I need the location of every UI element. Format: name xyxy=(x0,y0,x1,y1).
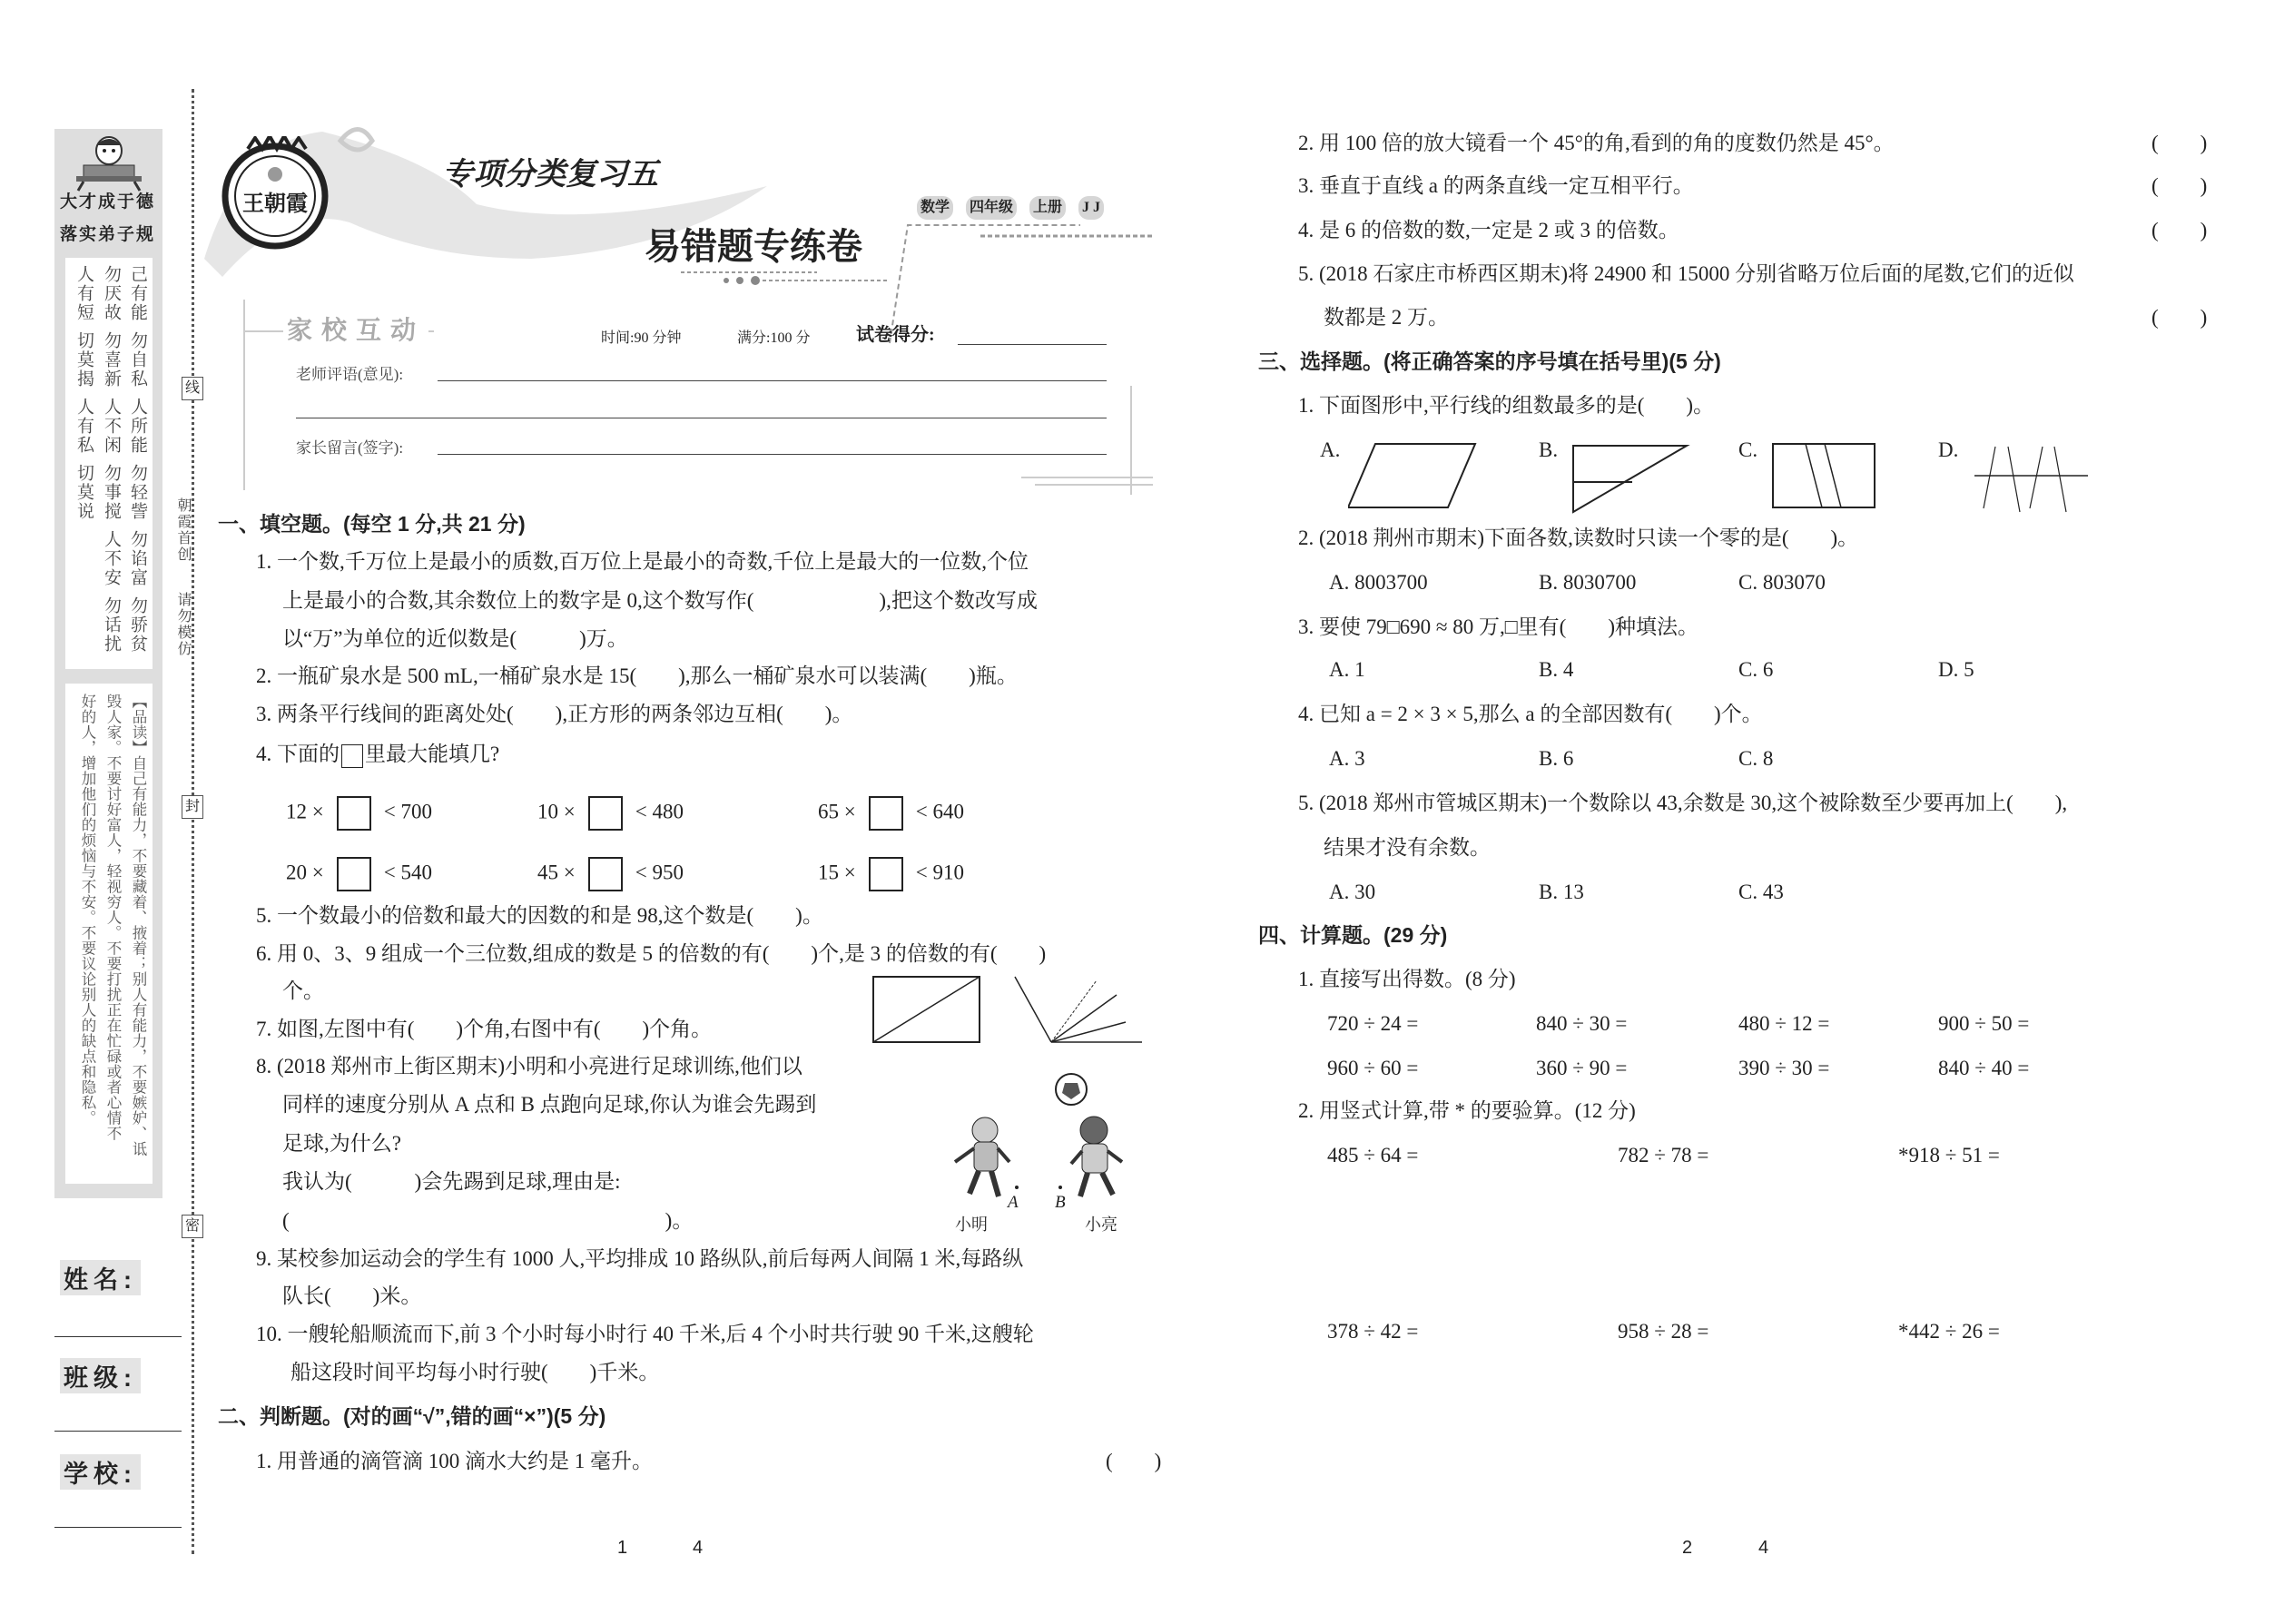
judge-q1: 1. 用普通的滴管滴 100 滴水大约是 1 毫升。 xyxy=(256,1450,653,1472)
choice-q3-opt-b[interactable]: B. 4 xyxy=(1539,658,1574,681)
q4-item-left: 45 × xyxy=(537,861,576,884)
vertical-note-original: 朝霞首创 xyxy=(175,497,191,563)
choice-q1-opt-d[interactable]: D. xyxy=(1938,438,1959,461)
answer-box[interactable] xyxy=(869,857,903,891)
fill-q8-line-5: ( )。 xyxy=(282,1209,694,1232)
vertical-calc-item: 958 ÷ 28 = xyxy=(1618,1320,1709,1343)
choice-q2: 2. (2018 荆州市期末)下面各数,读数时只读一个零的是( )。 xyxy=(1298,527,1859,549)
judge-q3-answer[interactable]: ( ) xyxy=(2151,174,2208,197)
poem-line: 勿轻訾 xyxy=(128,464,147,521)
oral-calc-item: 390 ÷ 30 = xyxy=(1738,1057,1830,1079)
q4-item-right: < 640 xyxy=(915,800,964,823)
reading-column-2: 毁人家。不要讨好富人，轻视穷人。不要打扰正在忙碌或者心情不 xyxy=(104,694,122,1141)
judge-q5-line-1: 5. (2018 石家庄市桥西区期末)将 24900 和 15000 分别省略万位后面的尾数,它们的近似 xyxy=(1298,262,2074,285)
oral-calc-item: 720 ÷ 24 = xyxy=(1327,1012,1419,1035)
sidebar-title-1: 大才成于德 xyxy=(60,192,156,212)
title-dots-decoration xyxy=(672,269,899,287)
choice-q2-opt-c[interactable]: C. 803070 xyxy=(1738,571,1826,594)
fill-q10-line-2: 船这段时间平均每小时行驶( )千米。 xyxy=(290,1361,660,1383)
oral-calc-item: 840 ÷ 30 = xyxy=(1536,1012,1628,1035)
reading-column-1: 【品读】自己有能力，不要藏着、掖着；别人有能力，不要嫉妒、诋 xyxy=(130,694,147,1156)
calc-q2: 2. 用竖式计算,带 * 的要验算。(12 分) xyxy=(1298,1099,1636,1122)
poem-line: 勿谄富 xyxy=(128,530,147,587)
answer-box[interactable] xyxy=(869,796,903,831)
fill-q9-line-1: 9. 某校参加运动会的学生有 1000 人,平均排成 10 路纵队,前后每两人间隔 1 米,每路纵 xyxy=(256,1247,1024,1270)
poem-line: 人不安 xyxy=(102,530,121,587)
fill-q8-line-4: 我认为( )会先踢到足球,理由是: xyxy=(282,1170,621,1193)
fill-q8-line-1: 8. (2018 郑州市上街区期末)小明和小亮进行足球训练,他们以 xyxy=(256,1055,802,1078)
exam-time: 时间:90 分钟 xyxy=(601,330,682,346)
answer-box[interactable] xyxy=(588,857,623,891)
frame-line xyxy=(1021,477,1153,478)
parent-comment-label: 家长留言(签字): xyxy=(296,439,404,457)
frame-line xyxy=(243,300,245,490)
q4-item xyxy=(537,796,684,831)
q4-item-left: 20 × xyxy=(286,861,324,884)
answer-box[interactable] xyxy=(588,796,623,831)
vertical-calc-item: *442 ÷ 26 = xyxy=(1898,1320,2000,1343)
q4-item xyxy=(818,796,964,831)
fill-q2: 2. 一瓶矿泉水是 500 mL,一桶矿泉水是 15( ),那么一桶矿泉水可以装满( )瓶。 xyxy=(256,664,1018,687)
judge-q1-answer[interactable]: ( ) xyxy=(1106,1450,1162,1472)
section-4-title: 四、计算题。(29 分) xyxy=(1258,923,1448,947)
student-cartoon-icon xyxy=(71,134,147,192)
vertical-calc-item: 485 ÷ 64 = xyxy=(1327,1144,1419,1166)
choice-q1: 1. 下面图形中,平行线的组数最多的是( )。 xyxy=(1298,394,1715,417)
q4-item-right: < 950 xyxy=(635,861,684,884)
fill-q5: 5. 一个数最小的倍数和最大的因数的和是 98,这个数是( )。 xyxy=(256,904,823,927)
class-input-line[interactable] xyxy=(54,1431,182,1432)
q4-item-left: 10 × xyxy=(537,800,576,823)
section-1-title: 一、填空题。(每空 1 分,共 21 分) xyxy=(218,512,526,536)
poem-line: 勿喜新 xyxy=(102,331,121,389)
brand-logo-seal xyxy=(221,136,330,250)
brand-logo-text: 王朝霞 xyxy=(242,192,308,216)
choice-q5-line-2: 结果才没有余数。 xyxy=(1324,836,1491,859)
side-mark-secret: 密 xyxy=(182,1215,203,1238)
fill-q7: 7. 如图,左图中有( )个角,右图中有( )个角。 xyxy=(256,1018,713,1040)
frame-line xyxy=(1035,484,1153,486)
oral-calc-item: 960 ÷ 60 = xyxy=(1327,1057,1419,1079)
reading-column-3: 好的人，增加他们的烦恼与不安。不要议论别人的缺点和隐私。 xyxy=(79,694,96,1126)
fill-q1-line-3: 以“万”为单位的近似数是( )万。 xyxy=(282,627,628,650)
q4-item-left: 65 × xyxy=(818,800,856,823)
choice-q1-opt-a[interactable]: A. xyxy=(1320,438,1341,461)
fill-q8-line-3: 足球,为什么? xyxy=(282,1132,401,1155)
judge-q2: 2. 用 100 倍的放大镜看一个 45°的角,看到的角的度数仍然是 45°。 xyxy=(1298,132,1895,154)
q4-item-right: < 910 xyxy=(915,861,964,884)
page-total: 4 xyxy=(1758,1538,1769,1558)
home-school-label: 家校互动 xyxy=(283,318,428,345)
q4-item-right: < 540 xyxy=(383,861,432,884)
fill-q6-line-2: 个。 xyxy=(282,979,324,1002)
page-total: 4 xyxy=(693,1538,704,1558)
q4-item xyxy=(286,796,432,831)
calc-q1: 1. 直接写出得数。(8 分) xyxy=(1298,968,1516,990)
poem-line: 勿骄贫 xyxy=(128,596,147,654)
poem-line: 己有能 xyxy=(128,265,147,322)
choice-q5-opt-b[interactable]: B. 13 xyxy=(1539,881,1584,903)
xiaoming-label: 小明 xyxy=(955,1216,988,1234)
vertical-note-no-copy: 请勿模仿 xyxy=(175,592,191,657)
name-label: 姓名: xyxy=(60,1260,141,1295)
q4-item xyxy=(537,857,684,891)
empty-box-icon xyxy=(341,744,363,768)
fill-q1-line-2: 上是最小的合数,其余数位上的数字是 0,这个数写作( ),把这个数改写成 xyxy=(282,589,1038,612)
judge-q2-answer[interactable]: ( ) xyxy=(2151,132,2208,154)
page-number: 2 xyxy=(1682,1538,1693,1558)
poem-line: 人所能 xyxy=(128,398,147,455)
soccer-kids-illustration xyxy=(944,1071,1144,1207)
answer-box[interactable] xyxy=(337,796,371,831)
poem-line: 人不闲 xyxy=(102,398,121,455)
angle-figures xyxy=(871,975,1144,1048)
q4-text: 里最大能填几? xyxy=(365,743,500,765)
fill-q9-line-2: 队长( )米。 xyxy=(282,1284,422,1307)
side-mark-seal: 封 xyxy=(182,795,203,819)
choice-q2-opt-a[interactable]: A. 8003700 xyxy=(1329,571,1428,594)
vertical-calc-item: 378 ÷ 42 = xyxy=(1327,1320,1419,1343)
fill-q6-line-1: 6. 用 0、3、9 组成一个三位数,组成的数是 5 的倍数的有( )个,是 3 的倍数的有( ) xyxy=(256,942,1047,965)
oral-calc-item: 480 ÷ 12 = xyxy=(1738,1012,1830,1035)
poem-line: 勿话扰 xyxy=(102,596,121,654)
poem-line: 人有私 xyxy=(74,398,94,455)
q4-item-left: 12 × xyxy=(286,800,324,823)
point-b-label: B xyxy=(1055,1193,1066,1212)
choice-q4-opt-c[interactable]: C. 8 xyxy=(1738,747,1774,770)
choice-q5-line-1: 5. (2018 郑州市管城区期末)一个数除以 43,余数是 30,这个被除数至少要再加上( ), xyxy=(1298,792,2068,814)
judge-q3: 3. 垂直于直线 a 的两条直线一定互相平行。 xyxy=(1298,174,1694,197)
xiaoliang-label: 小亮 xyxy=(1085,1216,1117,1234)
tag-term: 上册 xyxy=(1029,196,1066,220)
tag-subject: 数学 xyxy=(917,196,953,220)
parallelogram-figure xyxy=(1348,444,1475,507)
school-label: 学校: xyxy=(60,1454,141,1490)
class-label: 班级: xyxy=(60,1358,141,1393)
judge-q4-answer[interactable]: ( ) xyxy=(2151,219,2208,241)
choice-q3: 3. 要使 79□690 ≈ 80 万,□里有( )种填法。 xyxy=(1298,615,1698,638)
vertical-calc-item: 782 ÷ 78 = xyxy=(1618,1144,1709,1166)
choice-q1-figures xyxy=(1348,441,2111,514)
choice-q2-opt-b[interactable]: B. 8030700 xyxy=(1539,571,1637,594)
teacher-comment-line[interactable] xyxy=(438,380,1107,381)
answer-box[interactable] xyxy=(337,857,371,891)
fill-q1-line-1: 1. 一个数,千万位上是最小的质数,百万位上是最小的奇数,千位上是最大的一位数,个位 xyxy=(256,550,1029,573)
judge-q4: 4. 是 6 的倍数的数,一定是 2 或 3 的倍数。 xyxy=(1298,219,1679,241)
tag-grade: 四年级 xyxy=(966,196,1017,220)
poem-line: 切莫说 xyxy=(74,464,94,521)
fan-angle-figure xyxy=(1015,977,1142,1042)
poem-line: 人有短 xyxy=(74,265,94,322)
fill-q4 xyxy=(256,743,499,768)
poem-line: 勿自私 xyxy=(128,331,147,389)
choice-q5-opt-c[interactable]: C. 43 xyxy=(1738,881,1784,903)
choice-q3-opt-d[interactable]: D. 5 xyxy=(1938,658,1974,681)
rectangle-lines-figure xyxy=(1773,444,1875,507)
choice-q4: 4. 已知 a = 2 × 3 × 5,那么 a 的全部因数有( )个。 xyxy=(1298,703,1763,725)
choice-q3-opt-a[interactable]: A. 1 xyxy=(1329,658,1365,681)
score-label: 试卷得分: xyxy=(856,325,935,345)
poem-line: 勿事搅 xyxy=(102,464,121,521)
paper-title: 易错题专练卷 xyxy=(645,226,862,267)
crossing-lines-figure xyxy=(1974,447,2088,512)
boy-xiaoming-figure xyxy=(955,1117,1009,1196)
choice-q5-opt-a[interactable]: A. 30 xyxy=(1329,881,1376,903)
series-title: 专项分类复习五 xyxy=(442,156,658,192)
oral-calc-item: 360 ÷ 90 = xyxy=(1536,1057,1628,1079)
q4-text: 4. 下面的 xyxy=(256,743,340,765)
choice-q1-opt-b[interactable]: B. xyxy=(1539,438,1559,461)
oral-calc-item: 840 ÷ 40 = xyxy=(1938,1057,2030,1079)
fill-q10-line-1: 10. 一艘轮船顺流而下,前 3 个小时每小时行 40 千米,后 4 个小时共行驶 90 千米,这艘轮 xyxy=(256,1323,1034,1345)
choice-q4-opt-b[interactable]: B. 6 xyxy=(1539,747,1574,770)
point-a-label: A xyxy=(1008,1193,1019,1212)
side-mark-line: 线 xyxy=(182,377,203,400)
q4-item-right: < 700 xyxy=(383,800,432,823)
vertical-calc-item: *918 ÷ 51 = xyxy=(1898,1144,2000,1166)
choice-q3-opt-c[interactable]: C. 6 xyxy=(1738,658,1774,681)
fill-q8-line-2: 同样的速度分别从 A 点和 B 点跑向足球,你认为谁会先踢到 xyxy=(282,1093,817,1116)
poem-line: 勿厌故 xyxy=(102,265,121,322)
parent-comment-line[interactable] xyxy=(438,454,1107,455)
frame-line xyxy=(1130,386,1132,495)
choice-q1-opt-c[interactable]: C. xyxy=(1738,438,1758,461)
teacher-comment-label: 老师评语(意见): xyxy=(296,366,404,383)
full-score: 满分:100 分 xyxy=(737,330,811,346)
section-3-title: 三、选择题。(将正确答案的序号填在括号里)(5 分) xyxy=(1258,349,1721,373)
binding-dotted-line xyxy=(192,89,194,1554)
tag-edition: J J xyxy=(1078,196,1104,220)
oral-calc-item: 900 ÷ 50 = xyxy=(1938,1012,2030,1035)
q4-item-left: 15 × xyxy=(818,861,856,884)
score-input-line[interactable] xyxy=(958,344,1107,345)
page-number: 1 xyxy=(617,1538,628,1558)
sidebar-title-2: 落实弟子规 xyxy=(60,225,156,244)
school-input-line[interactable] xyxy=(54,1527,182,1528)
boy-xiaoliang-figure xyxy=(1071,1117,1122,1196)
judge-q5-answer[interactable]: ( ) xyxy=(2151,306,2208,329)
triangle-figure xyxy=(1573,446,1687,512)
section-2-title: 二、判断题。(对的画“√”,错的画“×”)(5 分) xyxy=(218,1404,606,1428)
fill-q3: 3. 两条平行线间的距离处处( ),正方形的两条邻边互相( )。 xyxy=(256,703,853,725)
name-input-line[interactable] xyxy=(54,1336,182,1337)
q4-item xyxy=(286,857,432,891)
q4-item xyxy=(818,857,964,891)
q4-item-right: < 480 xyxy=(635,800,684,823)
poem-line: 切莫揭 xyxy=(74,331,94,389)
choice-q4-opt-a[interactable]: A. 3 xyxy=(1329,747,1365,770)
judge-q5-line-2: 数都是 2 万。 xyxy=(1324,306,1449,329)
